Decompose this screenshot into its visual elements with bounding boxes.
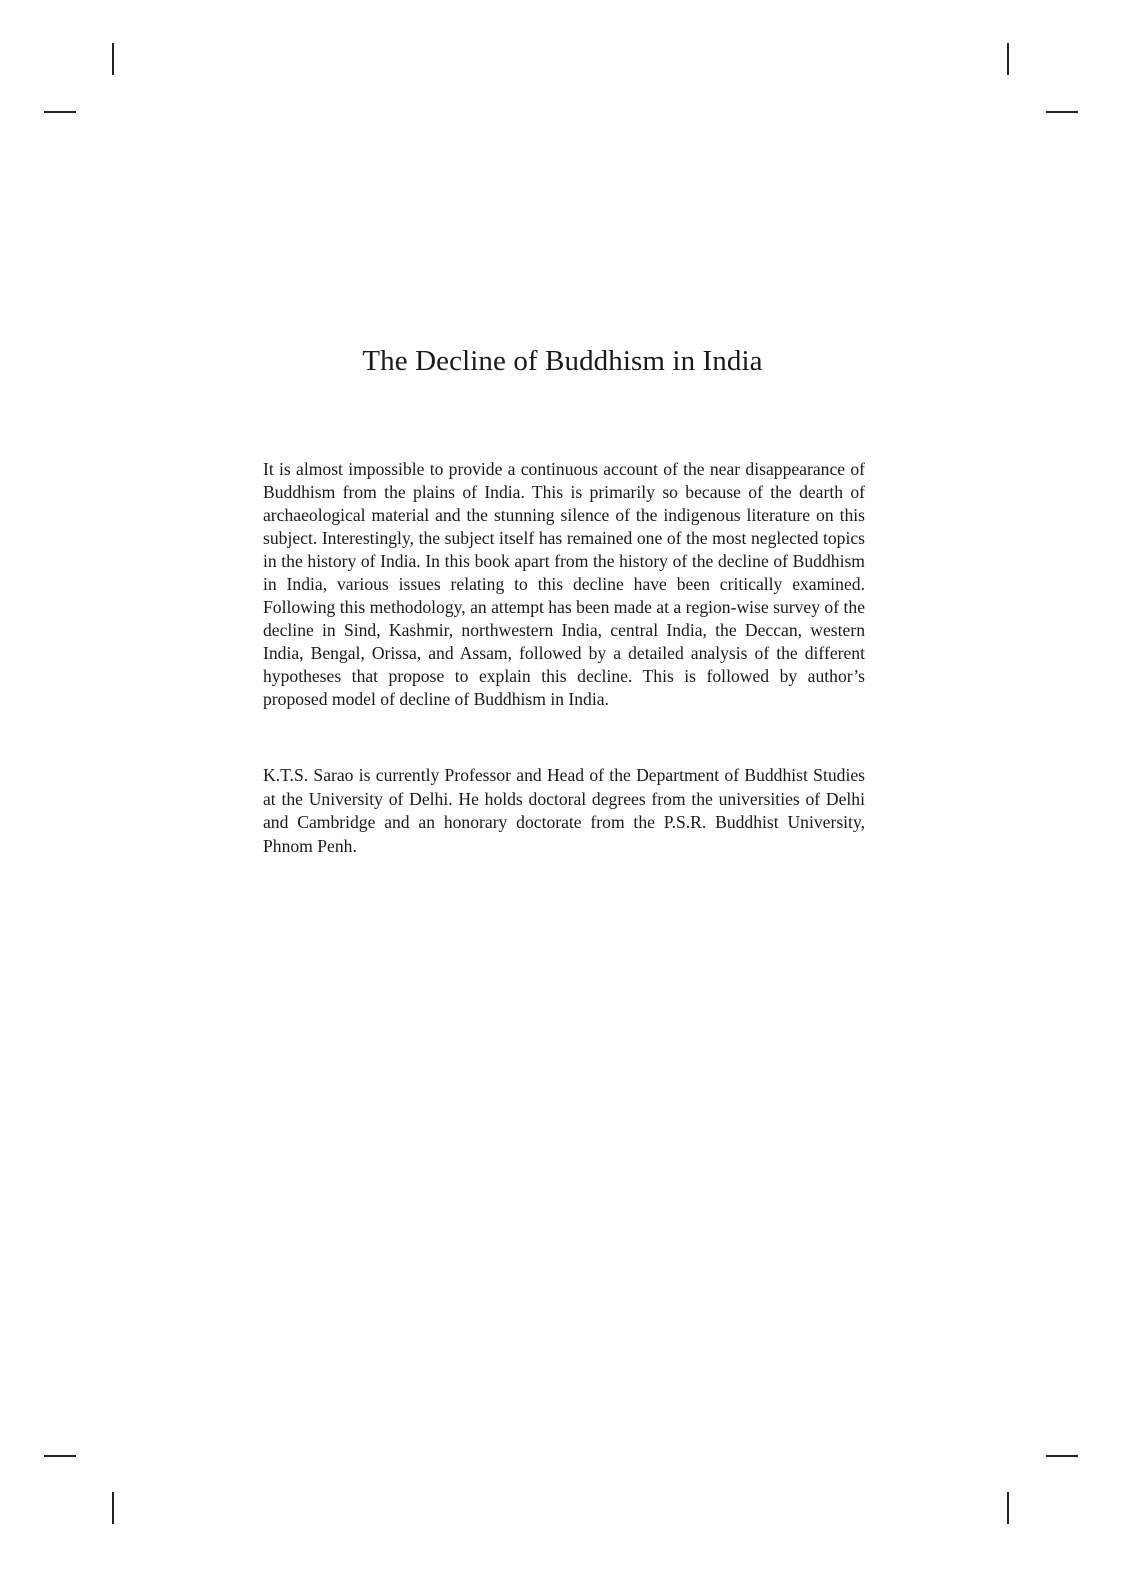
book-title: The Decline of Buddhism in India <box>362 345 763 377</box>
crop-mark-top-right-vertical <box>1007 43 1009 75</box>
author-bio: K.T.S. Sarao is currently Professor and Head of the Department of Buddhist Studies at the University of Delhi. He holds doctoral degrees from the universities of Delhi and Cambridge and an honorary doctorate from the P.S.R. Buddhist University, Phnom Penh. <box>263 765 865 856</box>
crop-mark-bottom-left-horizontal <box>44 1455 76 1457</box>
crop-mark-bottom-left-vertical <box>112 1492 114 1524</box>
book-description: It is almost impossible to provide a continuous account of the near disappearance of Buddhism from the plains of India. This is primarily so because of the dearth of archaeological material and the stunning silence of the indigenous literature on this subject. Interestingly, the subject itself has remained one of the most neglected topics in the history of India. In this book apart from the history of the decline of Buddhism in India, various issues relating to this decline have been critically examined. Following this methodology, an attempt has been made at a region-wise survey of the decline in Sind, Kashmir, northwestern India, central India, the Deccan, western India, Bengal, Orissa, and Assam, followed by a detailed analysis of the different hypotheses that propose to explain this decline. This is followed by author’s proposed model of decline of Buddhism in India. <box>263 459 865 709</box>
crop-mark-bottom-right-horizontal <box>1046 1455 1078 1457</box>
crop-mark-bottom-right-vertical <box>1007 1492 1009 1524</box>
crop-mark-top-left-vertical <box>112 43 114 75</box>
crop-mark-top-left-horizontal <box>44 111 76 113</box>
crop-mark-top-right-horizontal <box>1046 111 1078 113</box>
